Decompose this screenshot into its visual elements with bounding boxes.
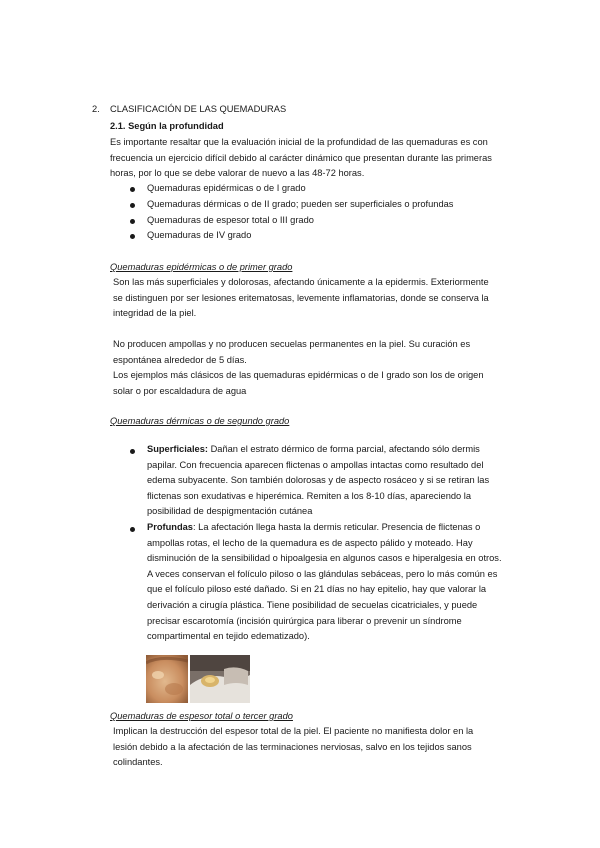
- text-line: solar o por escaldadura de agua: [113, 385, 247, 396]
- burn-photo-1: [146, 655, 188, 703]
- text-line: integridad de la piel.: [113, 308, 197, 319]
- text-line: derivación a cirugía plástica. Tiene posibilidad de secuelas cicatriciales, y puede: [147, 599, 478, 610]
- list-item: Quemaduras epidérmicas o de I grado: [147, 183, 306, 193]
- text-line: compartimental en tejido edematizado).: [147, 631, 310, 642]
- text-line: se distinguen por ser lesiones eritematosas, levemente inflamatorias, donde se conserva la: [113, 292, 489, 303]
- bullet-icon: [130, 449, 135, 454]
- subsection-title: 2.1. Según la profundidad: [110, 121, 224, 131]
- text-line: que el folículo piloso esté dañado. Si en 21 días no hay epitelio, hay que valorar la: [147, 584, 487, 595]
- text-line: espontánea alrededor de 5 días.: [113, 354, 247, 365]
- deep-item: [147, 520, 502, 645]
- text-line: No producen ampollas y no producen secuelas permanentes en la piel. Su curación es: [113, 339, 471, 349]
- bullet-icon: [130, 203, 135, 208]
- text-line: colindantes.: [113, 757, 163, 768]
- list-item: Quemaduras de espesor total o III grado: [147, 215, 314, 225]
- list-item: Quemaduras dérmicas o de II grado; pueden ser superficiales o profundas: [147, 199, 454, 209]
- text-line: papilar. Con frecuencia aparecen flictenas o ampollas intactas como resultado del: [147, 459, 484, 470]
- list-item: Quemaduras de IV grado: [147, 230, 252, 240]
- first-degree-paragraph-2: [113, 337, 484, 399]
- text-line: precisar escarotomía (incisión quirúrgica para liberar o prevenir un síndrome: [147, 615, 462, 626]
- text-line: frecuencia un ejercicio difícil debido al carácter dinámico que presentan durante las primeras: [110, 152, 492, 163]
- text-line: edema subyacente. Son también dolorosas y de aspecto rosáceo y si se retiran las: [147, 475, 490, 486]
- section-title: CLASIFICACIÓN DE LAS QUEMADURAS: [110, 104, 287, 114]
- deep-label: Profundas: [147, 522, 193, 532]
- first-degree-paragraph-1: [113, 275, 489, 322]
- text-line: Es importante resaltar que la evaluación inicial de la profundidad de las quemaduras es con: [110, 137, 488, 147]
- burn-photo-2: [190, 655, 250, 703]
- third-degree-heading: Quemaduras de espesor total o tercer grado: [110, 711, 293, 721]
- text-line: lesión debido a la afectación de las terminaciones nerviosas, salvo en los tejidos sanos: [113, 741, 472, 752]
- text-line: disminución de la sensibilidad o hipoalgesia en algunos casos e hiperalgesia en otros.: [147, 553, 502, 564]
- first-degree-heading: Quemaduras epidérmicas o de primer grado: [110, 262, 293, 272]
- bullet-icon: [130, 187, 135, 192]
- third-degree-paragraph: [113, 724, 473, 771]
- text-line: Implican la destrucción del espesor total de la piel. El paciente no manifiesta dolor en la: [113, 726, 474, 736]
- bullet-icon: [130, 527, 135, 532]
- text-line: ampollas rotas, el lecho de la quemadura es de aspecto pálido y moteado. Hay: [147, 537, 473, 548]
- text-line: Los ejemplos más clásicos de las quemaduras epidérmicas o de I grado son los de origen: [113, 370, 484, 381]
- intro-paragraph: [110, 135, 492, 182]
- text-line: horas, por lo que se debe valorar de nuevo a las 48-72 horas.: [110, 168, 365, 179]
- bullet-icon: [130, 219, 135, 224]
- text-line: posibilidad de despigmentación cutánea: [147, 506, 313, 517]
- superficial-label: Superficiales:: [147, 444, 208, 454]
- text-line: Son las más superficiales y dolorosas, afectando únicamente a la epidermis. Exteriormente: [113, 277, 489, 287]
- second-degree-heading: Quemaduras dérmicas o de segundo grado: [110, 416, 290, 426]
- text-line: Superficiales: Dañan el estrato dérmico de forma parcial, afectando sólo dermis: [147, 444, 480, 454]
- text-line: A veces conservan el folículo piloso o las glándulas sebáceas, pero lo más común es: [147, 568, 498, 579]
- bullet-icon: [130, 234, 135, 239]
- section-number: 2.: [92, 104, 100, 114]
- text-line: flictenas son exudativas e hiperémica. Remiten a los 8-10 días, apareciendo la: [147, 490, 472, 501]
- text-line: Profundas: La afectación llega hasta la dermis reticular. Presencia de flictenas o: [147, 522, 481, 532]
- superficial-item: [147, 442, 489, 520]
